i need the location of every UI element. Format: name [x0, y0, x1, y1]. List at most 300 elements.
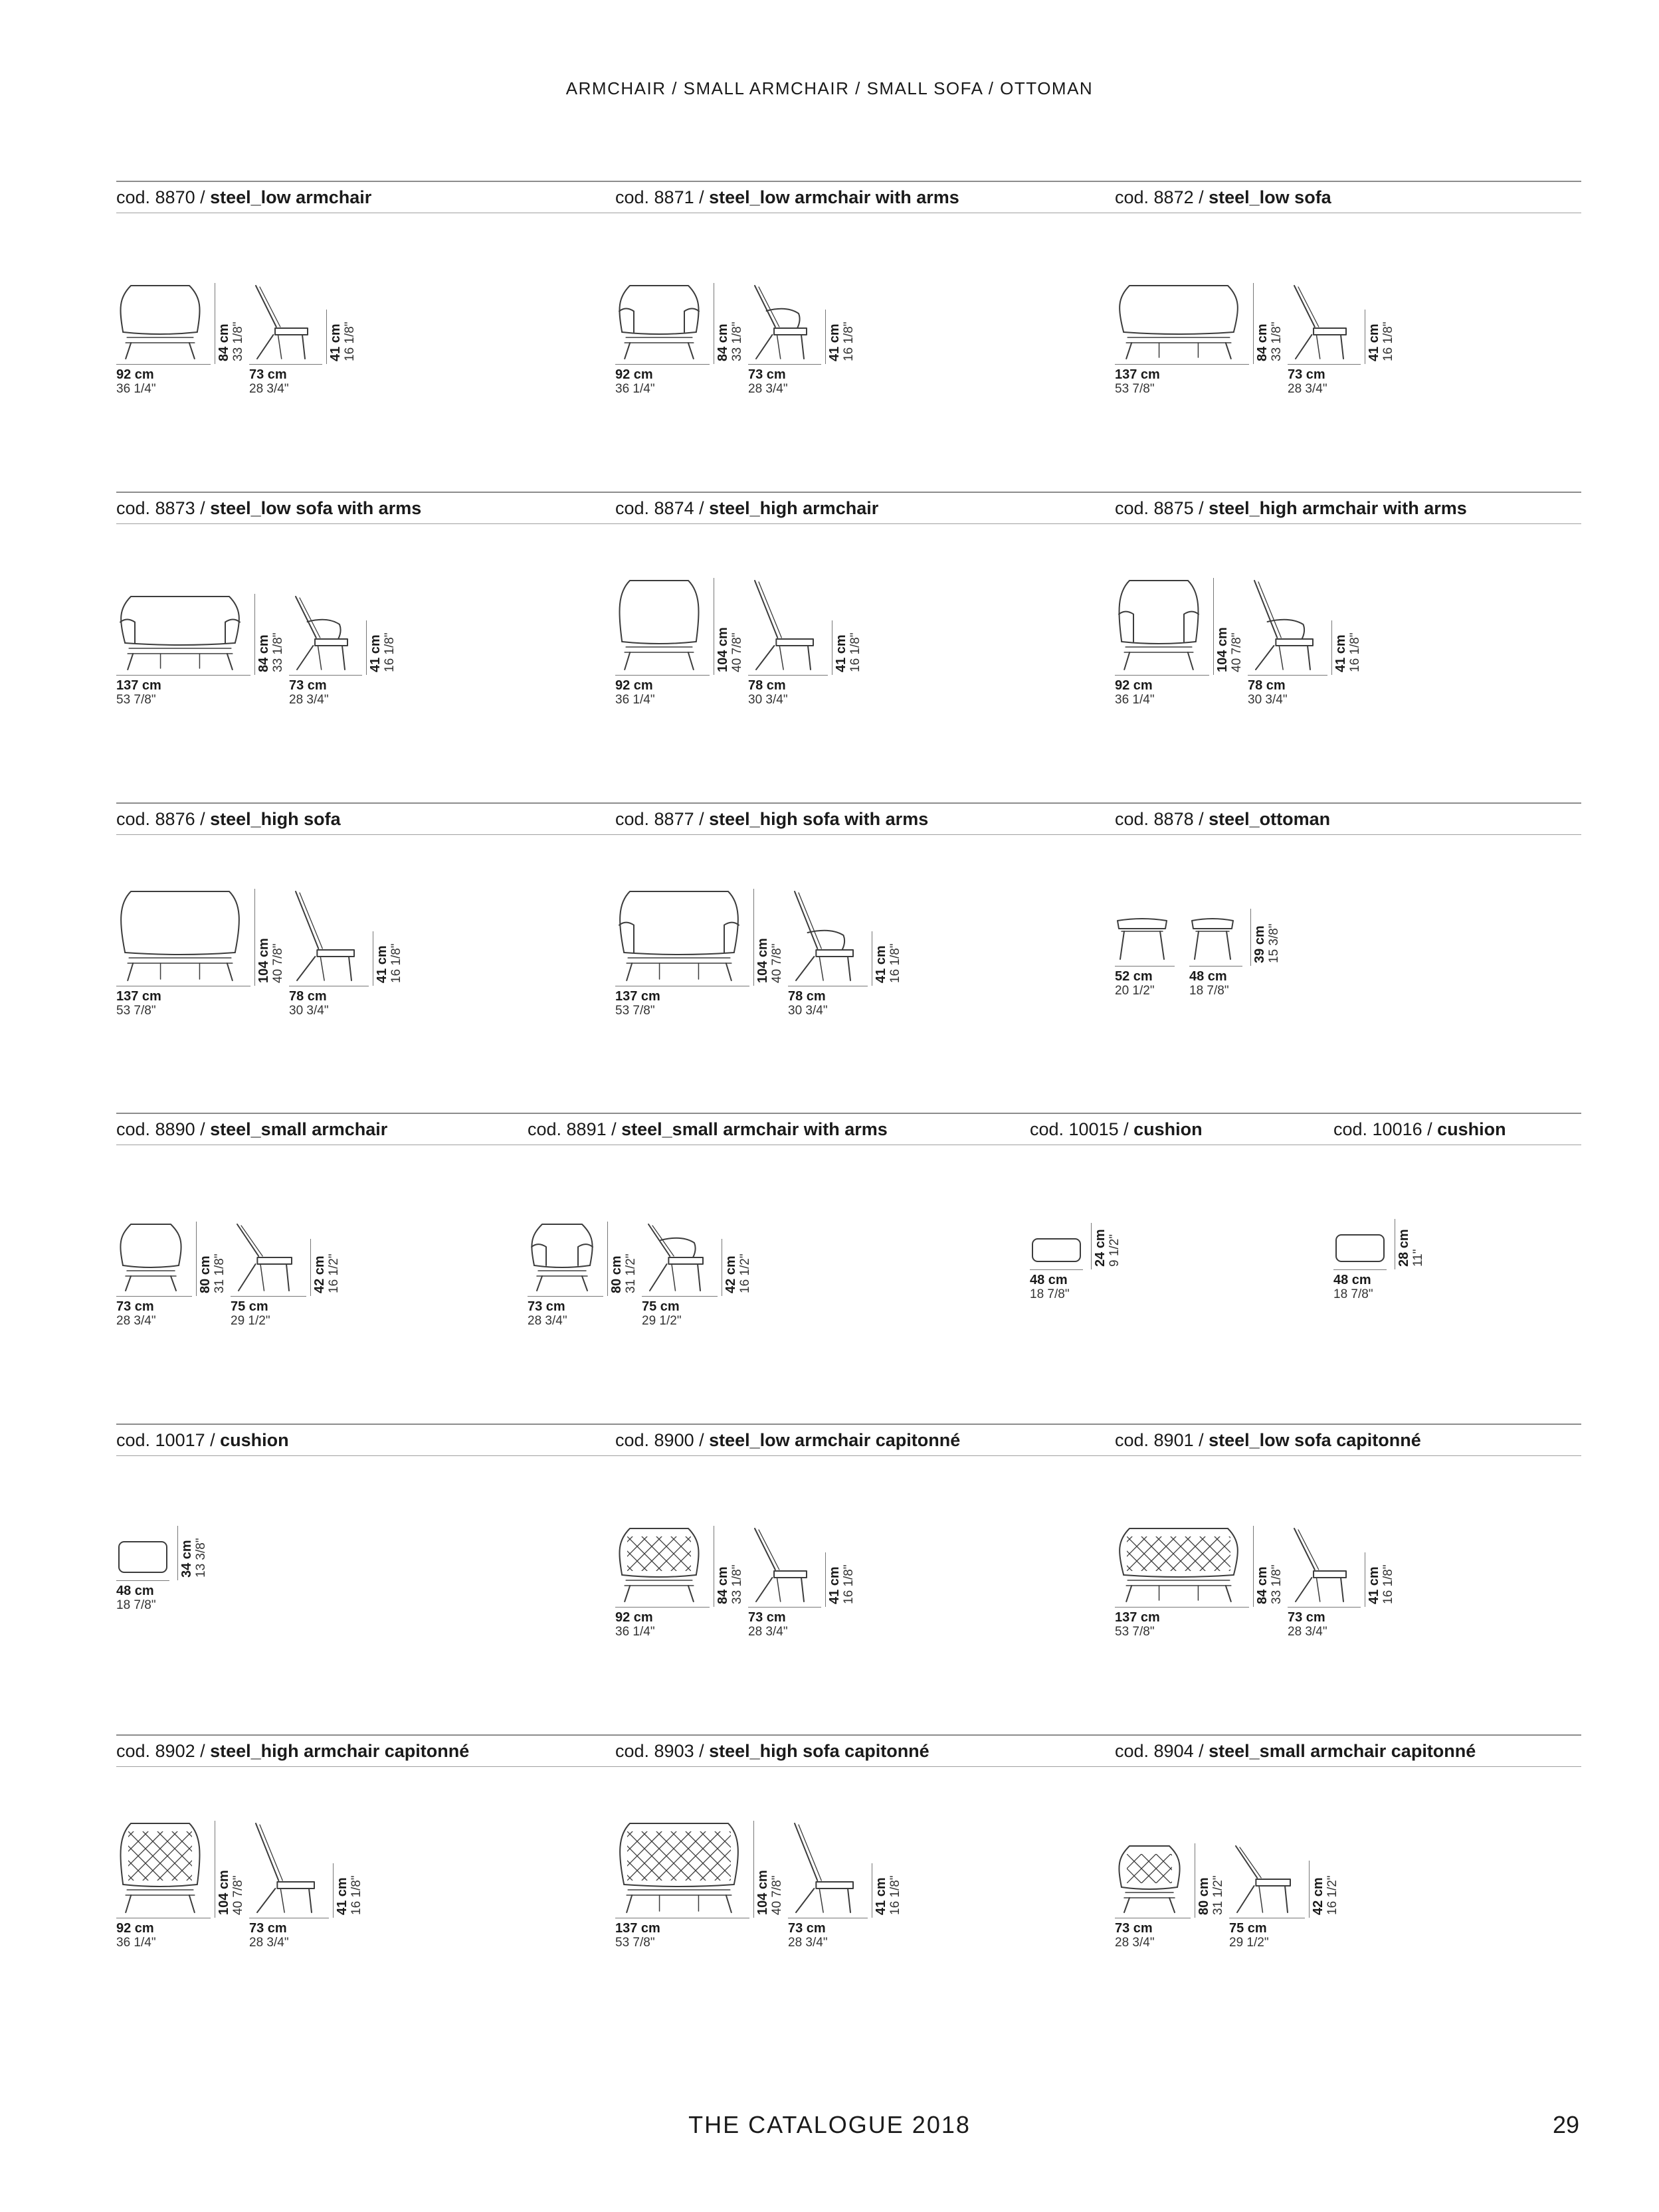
- product-title: [1115, 187, 1331, 208]
- width-dimension-line: [615, 1607, 710, 1608]
- product-title: [116, 809, 341, 830]
- dimension-cm: 73 cm: [748, 367, 786, 382]
- dimension-inch: 33 1/8": [231, 322, 245, 361]
- width-dimension: [1115, 970, 1155, 998]
- dimension-inch: 28 3/4": [116, 1313, 156, 1328]
- dimension-cm: 75 cm: [642, 1299, 680, 1314]
- dimension-cm: 104 cm: [217, 1870, 231, 1915]
- height-dimension: [828, 322, 856, 361]
- width-dimension: [116, 368, 156, 396]
- product-title: [615, 498, 878, 519]
- title-separator: /: [694, 187, 710, 207]
- dimension-cm: 73 cm: [249, 367, 287, 382]
- width-dimension: [615, 990, 660, 1018]
- height-dimension-line: [1091, 1223, 1092, 1269]
- width-dimension-line: [1115, 675, 1209, 676]
- width-dimension: [1248, 679, 1288, 707]
- dimension-inch: 53 7/8": [116, 1003, 156, 1018]
- dimension-inch: 16 1/8": [382, 632, 397, 672]
- dimension-cm: 48 cm: [1030, 1273, 1068, 1287]
- dimension-cm: 48 cm: [116, 1584, 154, 1598]
- dimension-cm: 104 cm: [256, 938, 271, 983]
- product-name: steel_low armchair with arms: [709, 187, 959, 207]
- row-rule-top: [116, 492, 1581, 493]
- dimension-cm: 41 cm: [874, 1877, 888, 1915]
- title-separator: /: [694, 498, 710, 518]
- front-view-drawing: [615, 283, 703, 360]
- height-dimension: [1253, 923, 1281, 963]
- front-view-drawing: [1115, 1526, 1242, 1603]
- dimension-inch: 31 1/2": [623, 1253, 638, 1293]
- product-code: cod. 8872: [1115, 187, 1194, 207]
- side-view-drawing: [748, 283, 812, 360]
- width-dimension-line: [1115, 364, 1249, 365]
- width-dimension-line: [1333, 1269, 1387, 1270]
- height-dimension: [336, 1875, 363, 1915]
- dimension-cm: 80 cm: [198, 1255, 213, 1293]
- width-dimension-line: [642, 1296, 718, 1297]
- product-cell: [116, 498, 515, 790]
- cushion-drawing: [1333, 1232, 1387, 1264]
- dimension-cm: 92 cm: [615, 1610, 653, 1625]
- front-view-drawing: [615, 1526, 703, 1603]
- product-name: steel_low sofa capitonné: [1209, 1430, 1421, 1450]
- cushion-drawing: [116, 1539, 169, 1575]
- product-name: steel_high armchair: [709, 498, 879, 518]
- product-name: steel_high armchair capitonné: [210, 1741, 470, 1761]
- width-dimension: [116, 1584, 156, 1612]
- width-dimension-line: [615, 364, 710, 365]
- dimension-inch: 18 7/8": [116, 1598, 156, 1612]
- front-view-drawing: [615, 1821, 743, 1914]
- dimension-cm: 42 cm: [1311, 1877, 1325, 1915]
- dimension-cm: 137 cm: [1115, 1610, 1160, 1625]
- dimension-cm: 28 cm: [1397, 1229, 1411, 1267]
- product-code: cod. 8871: [615, 187, 694, 207]
- product-code: cod. 8902: [116, 1741, 195, 1761]
- height-dimension-line: [333, 1863, 334, 1918]
- product-code: cod. 8877: [615, 809, 694, 829]
- width-dimension-line: [116, 675, 250, 676]
- dimension-inch: 15 3/8": [1266, 923, 1281, 963]
- dimension-inch: 28 3/4": [1288, 381, 1327, 396]
- dimension-cm: 137 cm: [615, 989, 660, 1004]
- dimension-cm: 78 cm: [1248, 678, 1286, 693]
- product-code: cod. 8901: [1115, 1430, 1194, 1450]
- height-dimension: [716, 627, 744, 672]
- height-dimension: [217, 322, 245, 361]
- dimension-inch: 18 7/8": [1333, 1287, 1373, 1301]
- dimension-cm: 104 cm: [716, 627, 730, 672]
- width-dimension-line: [1288, 1607, 1361, 1608]
- width-dimension-line: [748, 364, 821, 365]
- front-view-drawing: [615, 889, 743, 982]
- dimension-cm: 48 cm: [1333, 1273, 1371, 1287]
- width-dimension-line: [1248, 675, 1327, 676]
- dimension-cm: 104 cm: [1215, 627, 1230, 672]
- page-number: 29: [1552, 2111, 1579, 2138]
- title-separator: /: [1422, 1119, 1438, 1139]
- height-dimension: [716, 322, 744, 361]
- height-dimension-line: [753, 889, 754, 986]
- dimension-inch: 31 1/8": [212, 1253, 227, 1293]
- product-title: [1115, 1741, 1476, 1762]
- width-dimension-line: [289, 675, 362, 676]
- height-dimension-line: [254, 889, 255, 986]
- product-name: steel_low sofa: [1209, 187, 1331, 207]
- height-dimension-line: [607, 1222, 608, 1296]
- product-cell: [615, 809, 1014, 1101]
- dimension-inch: 31 1/2": [1211, 1875, 1225, 1915]
- dimension-cm: 84 cm: [716, 1566, 730, 1604]
- dimension-cm: 73 cm: [788, 1921, 826, 1936]
- dimension-cm: 42 cm: [724, 1255, 738, 1293]
- product-title: [615, 809, 928, 830]
- dimension-cm: 137 cm: [1115, 367, 1160, 382]
- dimension-inch: 30 3/4": [1248, 692, 1288, 707]
- width-dimension: [788, 990, 828, 1018]
- dimension-inch: 28 3/4": [748, 381, 788, 396]
- product-title: [1333, 1119, 1506, 1140]
- dimension-cm: 73 cm: [748, 1610, 786, 1625]
- product-name: steel_high sofa capitonné: [709, 1741, 929, 1761]
- product-cell: [116, 187, 515, 480]
- dimension-inch: 16 1/8": [342, 322, 357, 361]
- width-dimension: [1115, 1611, 1160, 1639]
- product-code: cod. 8876: [116, 809, 195, 829]
- dimension-cm: 84 cm: [1255, 323, 1270, 361]
- dimension-inch: 53 7/8": [1115, 381, 1155, 396]
- title-separator: /: [1193, 187, 1209, 207]
- dimension-inch: 36 1/4": [615, 692, 655, 707]
- product-cell: [1115, 1430, 1513, 1722]
- width-dimension: [642, 1300, 682, 1328]
- height-dimension-line: [326, 310, 327, 364]
- product-cell: [615, 1741, 1014, 2033]
- dimension-cm: 78 cm: [788, 989, 826, 1004]
- title-separator: /: [205, 1430, 221, 1450]
- height-dimension: [375, 943, 403, 983]
- product-code: cod. 8890: [116, 1119, 195, 1139]
- height-dimension: [1256, 1564, 1284, 1604]
- dimension-cm: 84 cm: [716, 323, 730, 361]
- product-cell: [116, 809, 515, 1101]
- title-separator: /: [1193, 1430, 1209, 1450]
- width-dimension-line: [1030, 1269, 1083, 1270]
- dimension-inch: 16 1/8": [389, 943, 403, 983]
- width-dimension: [1288, 368, 1327, 396]
- dimension-inch: 29 1/2": [231, 1313, 270, 1328]
- dimension-inch: 28 3/4": [249, 1935, 289, 1950]
- product-title: [1115, 809, 1330, 830]
- width-dimension: [788, 1922, 828, 1950]
- dimension-inch: 53 7/8": [1115, 1624, 1155, 1639]
- width-dimension: [748, 368, 788, 396]
- dimension-cm: 41 cm: [328, 323, 343, 361]
- dimension-inch: 33 1/8": [270, 632, 285, 672]
- height-dimension-line: [1253, 283, 1254, 364]
- dimension-inch: 16 1/8": [848, 632, 862, 672]
- dimension-inch: 53 7/8": [615, 1003, 655, 1018]
- title-separator: /: [1193, 498, 1209, 518]
- title-separator: /: [1193, 809, 1209, 829]
- product-name: steel_ottoman: [1209, 809, 1331, 829]
- side-view-drawing: [1288, 1526, 1351, 1603]
- height-dimension-line: [177, 1526, 178, 1580]
- product-code: cod. 10015: [1030, 1119, 1119, 1139]
- width-dimension-line: [116, 1296, 192, 1297]
- height-dimension: [313, 1253, 341, 1293]
- width-dimension-line: [249, 364, 322, 365]
- title-separator: /: [694, 1430, 710, 1450]
- dimension-cm: 104 cm: [755, 1870, 770, 1915]
- product-cell: [528, 1119, 926, 1412]
- dimension-inch: 28 3/4": [289, 692, 329, 707]
- width-dimension: [289, 990, 329, 1018]
- width-dimension: [615, 679, 655, 707]
- height-dimension-line: [1331, 620, 1332, 675]
- height-dimension: [756, 1870, 784, 1915]
- dimension-inch: 16 1/8": [349, 1875, 363, 1915]
- dimension-cm: 137 cm: [116, 678, 161, 693]
- height-dimension: [828, 1564, 856, 1604]
- height-dimension: [874, 943, 902, 983]
- side-view-drawing: [748, 578, 819, 671]
- dimension-cm: 41 cm: [834, 634, 848, 672]
- width-dimension: [289, 679, 329, 707]
- dimension-cm: 39 cm: [1252, 925, 1267, 963]
- dimension-inch: 30 3/4": [788, 1003, 828, 1018]
- dimension-cm: 84 cm: [256, 634, 271, 672]
- dimension-inch: 40 7/8": [769, 1875, 784, 1915]
- dimension-cm: 78 cm: [289, 989, 327, 1004]
- dimension-cm: 41 cm: [368, 634, 383, 672]
- product-title: [116, 498, 421, 519]
- front-view-drawing: [116, 1222, 185, 1292]
- side-view-drawing: [1288, 283, 1351, 360]
- title-separator: /: [694, 1741, 710, 1761]
- dimension-inch: 29 1/2": [1229, 1935, 1269, 1950]
- width-dimension: [615, 1922, 660, 1950]
- height-dimension: [180, 1538, 208, 1578]
- product-code: cod. 8878: [1115, 809, 1194, 829]
- dimension-inch: 16 1/8": [1381, 1564, 1395, 1604]
- side-view-drawing: [289, 889, 359, 982]
- row-rule-top: [116, 1113, 1581, 1114]
- width-dimension-line: [1288, 364, 1361, 365]
- width-dimension: [615, 1611, 655, 1639]
- dimension-cm: 78 cm: [748, 678, 786, 693]
- height-dimension-line: [1309, 1861, 1310, 1918]
- width-dimension: [116, 990, 161, 1018]
- height-dimension: [1216, 627, 1244, 672]
- dimension-inch: 40 7/8": [231, 1875, 245, 1915]
- product-title: [615, 187, 959, 208]
- product-cell: [615, 187, 1014, 480]
- width-dimension: [116, 1300, 156, 1328]
- height-dimension: [756, 938, 784, 983]
- width-dimension: [1189, 970, 1229, 998]
- product-cell: [1115, 809, 1513, 1101]
- width-dimension-line: [615, 675, 710, 676]
- height-dimension-line: [825, 310, 826, 364]
- height-dimension: [1312, 1875, 1339, 1915]
- product-title: [116, 1430, 289, 1451]
- height-dimension-line: [825, 1552, 826, 1607]
- height-dimension: [724, 1253, 752, 1293]
- dimension-cm: 41 cm: [874, 945, 888, 983]
- height-dimension-line: [310, 1239, 311, 1296]
- dimension-cm: 73 cm: [528, 1299, 565, 1314]
- product-code: cod. 8873: [116, 498, 195, 518]
- dimension-inch: 13 3/8": [193, 1538, 208, 1578]
- dimension-cm: 104 cm: [755, 938, 770, 983]
- height-dimension-line: [366, 620, 367, 675]
- side-view-drawing: [289, 594, 353, 671]
- dimension-cm: 73 cm: [249, 1921, 287, 1936]
- product-cell: [615, 498, 1014, 790]
- dimension-inch: 30 3/4": [289, 1003, 329, 1018]
- height-dimension-line: [1250, 909, 1251, 966]
- dimension-inch: 16 1/8": [888, 943, 902, 983]
- height-dimension: [199, 1253, 227, 1293]
- dimension-cm: 42 cm: [312, 1255, 327, 1293]
- dimension-cm: 75 cm: [1229, 1921, 1267, 1936]
- width-dimension-line: [116, 1580, 169, 1581]
- product-code: cod. 8900: [615, 1430, 694, 1450]
- width-dimension: [615, 368, 655, 396]
- height-dimension: [1397, 1229, 1425, 1267]
- side-view-drawing: [788, 889, 858, 982]
- width-dimension: [748, 1611, 788, 1639]
- product-title: [528, 1119, 888, 1140]
- height-dimension: [369, 632, 397, 672]
- front-view-drawing: [1115, 283, 1242, 360]
- dimension-inch: 16 1/8": [1381, 322, 1395, 361]
- dimension-cm: 80 cm: [1197, 1877, 1211, 1915]
- product-title: [116, 1741, 469, 1762]
- product-title: [1115, 1430, 1421, 1451]
- height-dimension: [1256, 322, 1284, 361]
- title-separator: /: [195, 1119, 211, 1139]
- title-separator: /: [1118, 1119, 1134, 1139]
- product-cell: [1115, 187, 1513, 480]
- dimension-inch: 28 3/4": [1288, 1624, 1327, 1639]
- dimension-cm: 34 cm: [179, 1540, 194, 1578]
- dimension-inch: 28 3/4": [748, 1624, 788, 1639]
- dimension-cm: 84 cm: [1255, 1566, 1270, 1604]
- product-name: steel_small armchair: [210, 1119, 388, 1139]
- dimension-inch: 18 7/8": [1030, 1287, 1070, 1301]
- width-dimension: [116, 1922, 156, 1950]
- dimension-inch: 36 1/4": [116, 1935, 156, 1950]
- product-name: cushion: [1133, 1119, 1203, 1139]
- height-dimension: [874, 1875, 902, 1915]
- dimension-inch: 40 7/8": [270, 943, 285, 983]
- dimension-inch: 16 1/8": [888, 1875, 902, 1915]
- dimension-cm: 137 cm: [116, 989, 161, 1004]
- product-title: [1030, 1119, 1203, 1140]
- height-dimension-line: [1213, 578, 1214, 675]
- width-dimension: [1115, 679, 1155, 707]
- dimension-cm: 41 cm: [827, 323, 842, 361]
- side-view-drawing: [231, 1222, 297, 1292]
- dimension-cm: 92 cm: [615, 367, 653, 382]
- front-view-drawing: [116, 594, 244, 671]
- width-dimension: [116, 679, 161, 707]
- dimension-inch: 11": [1411, 1249, 1425, 1267]
- dimension-inch: 28 3/4": [249, 381, 289, 396]
- product-name: cushion: [220, 1430, 289, 1450]
- product-name: steel_low armchair: [210, 187, 372, 207]
- row-rule-top: [116, 802, 1581, 804]
- ottoman-side-drawing: [1189, 915, 1236, 961]
- dimension-cm: 41 cm: [827, 1566, 842, 1604]
- dimension-cm: 84 cm: [217, 323, 231, 361]
- side-view-drawing: [748, 1526, 812, 1603]
- title-separator: /: [694, 809, 710, 829]
- product-name: cushion: [1437, 1119, 1506, 1139]
- catalogue-title: THE CATALOGUE 2018: [688, 2111, 971, 2138]
- dimension-inch: 33 1/8": [730, 1564, 744, 1604]
- width-dimension-line: [116, 364, 211, 365]
- product-name: steel_high sofa: [210, 809, 341, 829]
- side-view-drawing: [788, 1821, 858, 1914]
- product-cell: [116, 1430, 515, 1722]
- dimension-cm: 75 cm: [231, 1299, 268, 1314]
- width-dimension-line: [748, 1607, 821, 1608]
- height-dimension: [257, 938, 285, 983]
- title-separator: /: [606, 1119, 622, 1139]
- product-cell: [1333, 1119, 1659, 1412]
- height-dimension: [1334, 632, 1362, 672]
- height-dimension: [1367, 322, 1395, 361]
- dimension-cm: 92 cm: [116, 1921, 154, 1936]
- side-view-drawing: [249, 1821, 320, 1914]
- product-code: cod. 8874: [615, 498, 694, 518]
- dimension-inch: 16 1/8": [841, 1564, 856, 1604]
- ottoman-drawing: [1115, 915, 1169, 961]
- dimension-cm: 80 cm: [609, 1255, 624, 1293]
- product-code: cod. 10017: [116, 1430, 205, 1450]
- dimension-inch: 36 1/4": [1115, 692, 1155, 707]
- product-cell: [615, 1430, 1014, 1722]
- product-code: cod. 8904: [1115, 1741, 1194, 1761]
- dimension-cm: 41 cm: [1367, 1566, 1381, 1604]
- height-dimension-line: [196, 1222, 197, 1296]
- product-name: steel_low sofa with arms: [210, 498, 422, 518]
- title-separator: /: [195, 498, 211, 518]
- height-dimension-line: [1253, 1526, 1254, 1607]
- side-view-drawing: [249, 283, 313, 360]
- height-dimension: [610, 1253, 638, 1293]
- product-title: [1115, 498, 1467, 519]
- height-dimension: [1367, 1564, 1395, 1604]
- width-dimension-line: [1115, 966, 1175, 967]
- width-dimension: [1288, 1611, 1327, 1639]
- height-dimension: [834, 632, 862, 672]
- dimension-inch: 53 7/8": [116, 692, 156, 707]
- product-title: [615, 1741, 929, 1762]
- dimension-inch: 36 1/4": [116, 381, 156, 396]
- dimension-cm: 52 cm: [1115, 969, 1153, 984]
- height-dimension: [1197, 1875, 1225, 1915]
- dimension-inch: 20 1/2": [1115, 983, 1155, 998]
- width-dimension: [1229, 1922, 1269, 1950]
- product-name: steel_high armchair with arms: [1209, 498, 1467, 518]
- height-dimension: [257, 632, 285, 672]
- side-view-drawing: [1229, 1843, 1296, 1914]
